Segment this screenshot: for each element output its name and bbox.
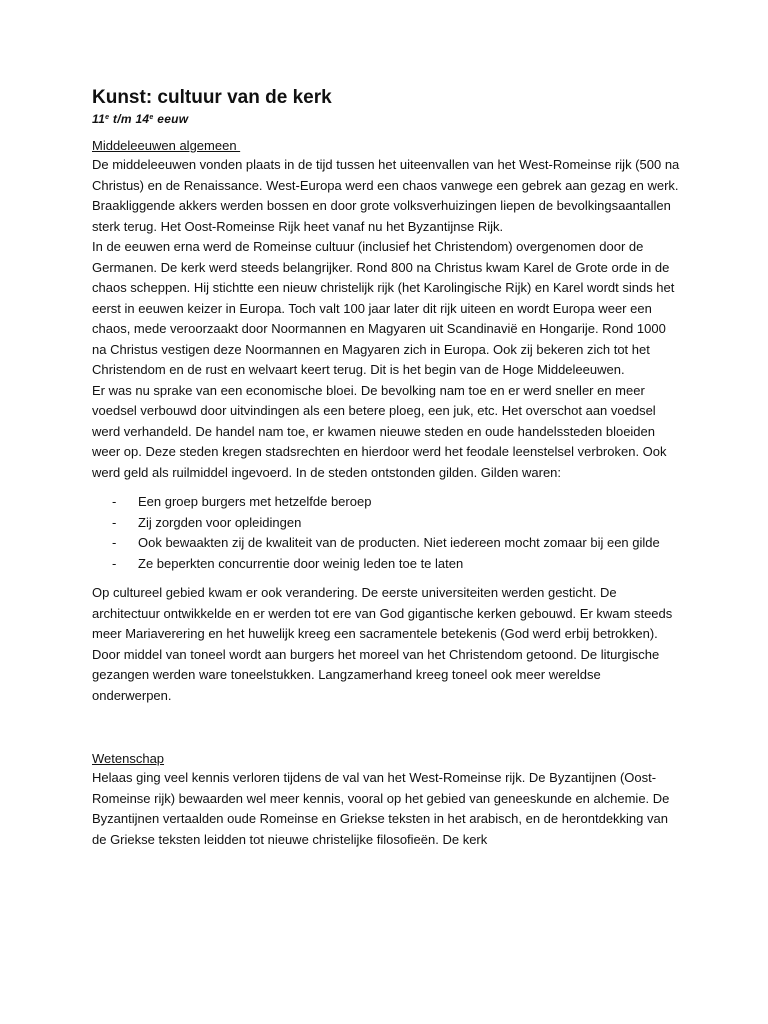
- document-page: [92, 86, 682, 850]
- list-item: [92, 513, 682, 534]
- subtitle-from-century: 11: [92, 112, 106, 126]
- paragraph: Er was nu sprake van een economische bloei. De bevolking nam toe en er werd sneller en meer voedsel verbouwd door uitvindingen als een betere ploeg, een juk, etc. Het overschot aan voedsel werd verhandeld. De handel nam toe, er kwamen nieuwe steden en oude handelssteden bloeiden weer op. Deze steden kregen stadsrechten en hierdoor werd het feodale leenstelsel verbroken. Ook werd geld als ruilmiddel ingevoerd. In de steden ontstonden gilden. Gilden waren:: [92, 382, 667, 480]
- bullet-marker: -: [112, 555, 117, 571]
- bullet-list: [92, 492, 682, 574]
- list-item-text: Een groep burgers met hetzelfde beroep: [138, 494, 372, 509]
- bullet-marker: -: [112, 494, 117, 509]
- list-item-text: Zij zorgden voor opleidingen: [138, 514, 302, 530]
- list-item: [92, 492, 682, 513]
- paragraph: In de eeuwen erna werd de Romeinse cultuur (inclusief het Christendom) overgenomen door de Germanen. De kerk werd steeds belangrijker. Rond 800 na Christus kwam Karel de Grote orde in de chaos scheppen. Hij stichtte een nieuw christelijk rijk (het Karolingische Rijk) en Karel wordt sinds het eerst in eeuwen keizer in Europa. Toch valt 100 jaar later dit rijk uiteen en wordt Europa weer een chaos, mede veroorzaakt door Noormannen en Magyaren uit Scandinavië en Hongarije. Rond 1000 na Christus vestigen deze Noormannen en Magyaren zich in Europa. Ook zij bekeren zich tot het Christendom en de rust en welvaart keert terug. Dit is het begin van de Hoge Middeleeuwen.: [92, 239, 675, 377]
- document-subtitle: [92, 110, 682, 127]
- subtitle-to-century: 14: [135, 112, 150, 126]
- section-heading: Middeleeuwen algemeen: [92, 138, 241, 153]
- paragraph: Op cultureel gebied kwam er ook verandering. De eerste universiteiten werden gesticht. De architectuur ontwikkelde en er werden tot ere van God gigantische kerken gebouwd. Er kwam steeds meer Mariaverering en het huwelijk kreeg een sacramentele betekenis (God werd erbij betrokken). Door middel van toneel wordt aan burgers het moreel van het Christendom getoond. De liturgische gezangen werden ware toneelstukken. Langzamerhand kreeg toneel ook meer wereldse onderwerpen.: [92, 585, 673, 703]
- subtitle-middle: t/m: [109, 112, 136, 126]
- subtitle-tail: eeuw: [153, 112, 189, 126]
- section-heading: Wetenschap: [92, 751, 165, 766]
- section-middeleeuwen: [92, 137, 682, 706]
- subtitle-to-suffix: e: [149, 114, 154, 121]
- list-item-text: Ook bewaakten zij de kwaliteit van de producten. Niet iedereen mocht zomaar bij een gilde: [138, 535, 660, 550]
- list-item-text: Ze beperkten concurrentie door weinig leden toe te laten: [138, 555, 464, 571]
- bullet-marker: -: [112, 514, 117, 530]
- document-title: Kunst: cultuur van de kerk: [92, 87, 332, 108]
- section-wetenschap: [92, 750, 682, 850]
- list-item: [92, 554, 682, 575]
- paragraph: Helaas ging veel kennis verloren tijdens de val van het West-Romeinse rijk. De Byzantijnen (Oost-Romeinse rijk) bewaarden wel meer kennis, vooral op het gebied van geneeskunde en alchemie. De Byzantijnen vertaalden oude Romeinse en Griekse teksten in het arabisch, en de herontdekking van de Griekse teksten leidden tot nieuwe christelijke filosofieën. De kerk: [92, 770, 670, 847]
- paragraph: De middeleeuwen vonden plaats in de tijd tussen het uiteenvallen van het West-Romeinse rijk (500 na Christus) en de Renaissance. West-Europa werd een chaos vanwege een gebrek aan gezag en werk. Braakliggende akkers werden bossen en door grote volksverhuizingen liepen de bevolkingsaantallen sterk terug. Het Oost-Romeinse Rijk heet vanaf nu het Byzantijnse Rijk.: [92, 157, 680, 234]
- section-spacer: [92, 706, 682, 750]
- bullet-marker: -: [112, 535, 117, 550]
- list-item: [92, 533, 682, 554]
- subtitle-from-suffix: e: [105, 114, 110, 121]
